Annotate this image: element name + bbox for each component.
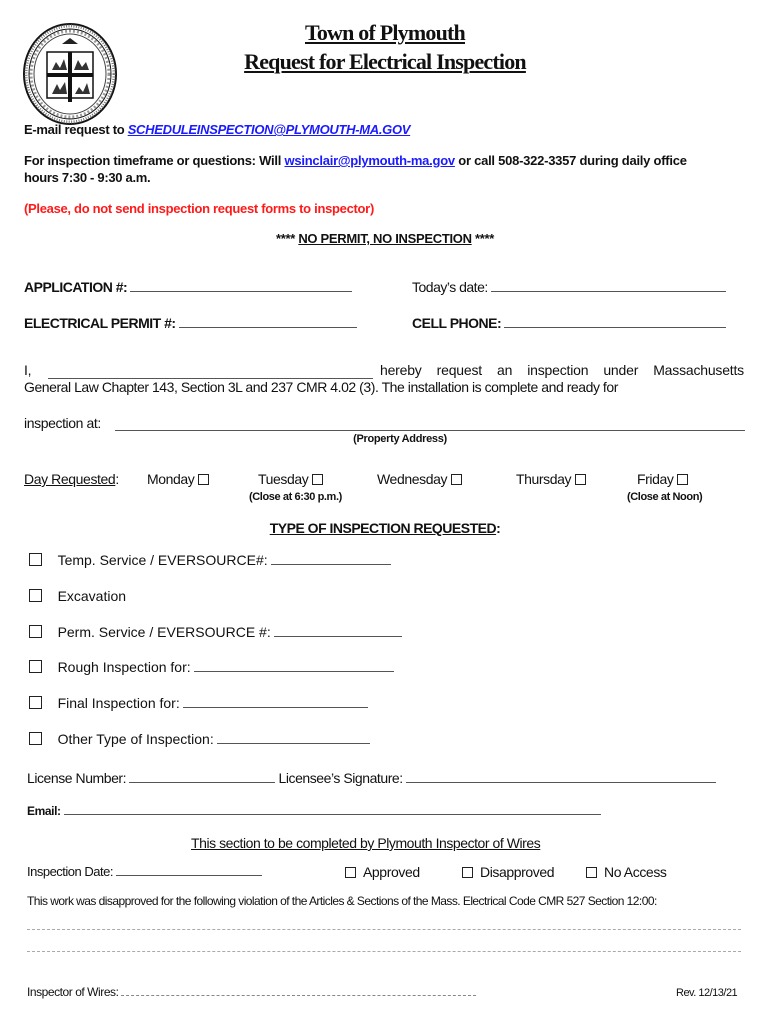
statement-line2: General Law Chapter 143, Section 3L and 237 CMR 4.02 (3). The installation is complete and ready for bbox=[24, 379, 618, 395]
schedule-inspection-email-link[interactable]: SCHEDULEINSPECTION@PLYMOUTH-MA.GOV bbox=[127, 122, 411, 137]
friday-checkbox[interactable] bbox=[677, 474, 688, 485]
inspection-date-input[interactable] bbox=[116, 874, 262, 876]
email-input[interactable] bbox=[64, 813, 601, 815]
license-number-input[interactable] bbox=[129, 781, 275, 783]
signature-input[interactable] bbox=[406, 781, 716, 783]
perm-service-label: Perm. Service / EVERSOURCE #: bbox=[57, 624, 271, 640]
wednesday-checkbox[interactable] bbox=[451, 474, 462, 485]
signature-label: Licensee’s Signature: bbox=[278, 770, 403, 786]
day-option-monday[interactable] bbox=[147, 471, 209, 487]
cell-phone-input[interactable] bbox=[504, 326, 726, 328]
other-inspection-label: Other Type of Inspection: bbox=[57, 731, 214, 747]
day-option-wednesday[interactable] bbox=[377, 471, 462, 487]
inspection-type-heading-text: TYPE OF INSPECTION REQUESTED bbox=[269, 520, 497, 536]
cell-phone-label: CELL PHONE: bbox=[412, 315, 502, 331]
approved-label: Approved bbox=[362, 864, 420, 880]
stars-left: **** bbox=[275, 231, 299, 246]
inspection-type-excavation bbox=[29, 588, 126, 604]
wednesday-label: Wednesday bbox=[377, 471, 448, 487]
result-approved[interactable] bbox=[345, 864, 420, 880]
permit-input[interactable] bbox=[179, 326, 357, 328]
inspection-type-heading bbox=[0, 520, 770, 536]
perm-service-input[interactable] bbox=[274, 635, 402, 637]
inspection-date-field bbox=[27, 864, 262, 879]
friday-note: (Close at Noon) bbox=[627, 491, 703, 503]
todays-date-label: Today’s date: bbox=[412, 279, 488, 295]
page-title: Request for Electrical Inspection bbox=[244, 49, 526, 74]
result-disapproved[interactable] bbox=[462, 864, 554, 880]
inspection-type-other bbox=[29, 731, 370, 747]
title-line-1: Town of Plymouth bbox=[305, 20, 465, 45]
revision-date: Rev. 12/13/21 bbox=[676, 987, 738, 999]
day-option-tuesday[interactable] bbox=[258, 471, 323, 487]
disapproved-checkbox[interactable] bbox=[462, 867, 473, 878]
license-number-label: License Number: bbox=[27, 770, 127, 786]
rough-inspection-checkbox[interactable] bbox=[29, 660, 42, 673]
notice-text: NO PERMIT, NO INSPECTION bbox=[298, 231, 472, 246]
friday-label: Friday bbox=[637, 471, 674, 487]
thursday-label: Thursday bbox=[516, 471, 572, 487]
statement-prefix: I, bbox=[24, 362, 32, 378]
property-address-input[interactable] bbox=[115, 429, 745, 431]
application-label: APPLICATION #: bbox=[24, 279, 128, 295]
disapproved-label: Disapproved bbox=[479, 864, 555, 880]
rough-inspection-input[interactable] bbox=[194, 670, 394, 672]
excavation-checkbox[interactable] bbox=[29, 589, 42, 602]
thursday-checkbox[interactable] bbox=[575, 474, 586, 485]
inspection-date-label: Inspection Date: bbox=[27, 864, 113, 879]
perm-service-checkbox[interactable] bbox=[29, 625, 42, 638]
no-access-label: No Access bbox=[603, 864, 667, 880]
other-inspection-input[interactable] bbox=[217, 742, 370, 744]
rough-inspection-label: Rough Inspection for: bbox=[57, 659, 191, 675]
tuesday-label: Tuesday bbox=[258, 471, 309, 487]
stars-right: **** bbox=[471, 231, 495, 246]
no-access-checkbox[interactable] bbox=[586, 867, 597, 878]
timeframe-line bbox=[24, 153, 687, 168]
final-inspection-input[interactable] bbox=[183, 706, 368, 708]
application-input[interactable] bbox=[130, 290, 352, 292]
licensee-row bbox=[27, 770, 716, 786]
office-hours: hours 7:30 - 9:30 a.m. bbox=[24, 170, 151, 185]
email-field bbox=[27, 804, 601, 818]
todays-date-field bbox=[412, 279, 726, 295]
day-option-friday[interactable] bbox=[637, 471, 688, 487]
result-no-access[interactable] bbox=[586, 864, 667, 880]
monday-checkbox[interactable] bbox=[198, 474, 209, 485]
inspector-of-wires-field bbox=[27, 985, 476, 999]
day-option-thursday[interactable] bbox=[516, 471, 586, 487]
email-label: Email: bbox=[27, 804, 61, 818]
inspection-type-final bbox=[29, 695, 368, 711]
no-permit-notice bbox=[0, 231, 770, 246]
excavation-label: Excavation bbox=[57, 588, 127, 604]
final-inspection-label: Final Inspection for: bbox=[57, 695, 180, 711]
tuesday-note: (Close at 6:30 p.m.) bbox=[249, 491, 342, 503]
inspection-at-label: inspection at: bbox=[24, 415, 101, 431]
violation-line-2[interactable] bbox=[27, 950, 741, 952]
inspection-type-temp-service bbox=[29, 552, 391, 568]
disapproval-text: This work was disapproved for the following violation of the Articles & Sections of the Mass. Electrical Code CMR 527 Section 12:00: bbox=[27, 894, 657, 908]
todays-date-input[interactable] bbox=[491, 290, 726, 292]
inspection-type-perm-service bbox=[29, 624, 402, 640]
monday-label: Monday bbox=[147, 471, 195, 487]
temp-service-checkbox[interactable] bbox=[29, 553, 42, 566]
statement-line1: hereby request an inspection under Massachusetts bbox=[380, 362, 744, 378]
timeframe-suffix: or call 508-322-3357 during daily office bbox=[454, 153, 687, 168]
day-requested-label bbox=[24, 471, 119, 487]
wsinclair-email-link[interactable]: wsinclair@plymouth-ma.gov bbox=[284, 153, 455, 168]
warning-text: (Please, do not send inspection request forms to inspector) bbox=[24, 201, 374, 216]
heading-colon: : bbox=[496, 520, 501, 536]
inspector-of-wires-input[interactable] bbox=[121, 994, 476, 996]
day-requested-text: Day Requested bbox=[24, 471, 116, 487]
cell-phone-field bbox=[412, 315, 726, 331]
permit-field bbox=[24, 315, 357, 331]
property-address-caption: (Property Address) bbox=[353, 433, 447, 445]
inspector-section-heading: This section to be completed by Plymouth Inspector of Wires bbox=[191, 835, 541, 851]
day-requested-colon: : bbox=[115, 471, 119, 487]
permit-label: ELECTRICAL PERMIT #: bbox=[24, 315, 176, 331]
violation-line-1[interactable] bbox=[27, 928, 741, 930]
approved-checkbox[interactable] bbox=[345, 867, 356, 878]
final-inspection-checkbox[interactable] bbox=[29, 696, 42, 709]
tuesday-checkbox[interactable] bbox=[312, 474, 323, 485]
application-field bbox=[24, 279, 352, 295]
timeframe-label: For inspection timeframe or questions: Will bbox=[24, 153, 285, 168]
inspector-of-wires-label: Inspector of Wires: bbox=[27, 985, 119, 999]
temp-service-input[interactable] bbox=[271, 563, 391, 565]
temp-service-label: Temp. Service / EVERSOURCE#: bbox=[57, 552, 268, 568]
email-request-line bbox=[24, 122, 410, 137]
inspection-type-rough bbox=[29, 659, 394, 675]
other-inspection-checkbox[interactable] bbox=[29, 732, 42, 745]
email-request-label: E-mail request to bbox=[24, 122, 128, 137]
